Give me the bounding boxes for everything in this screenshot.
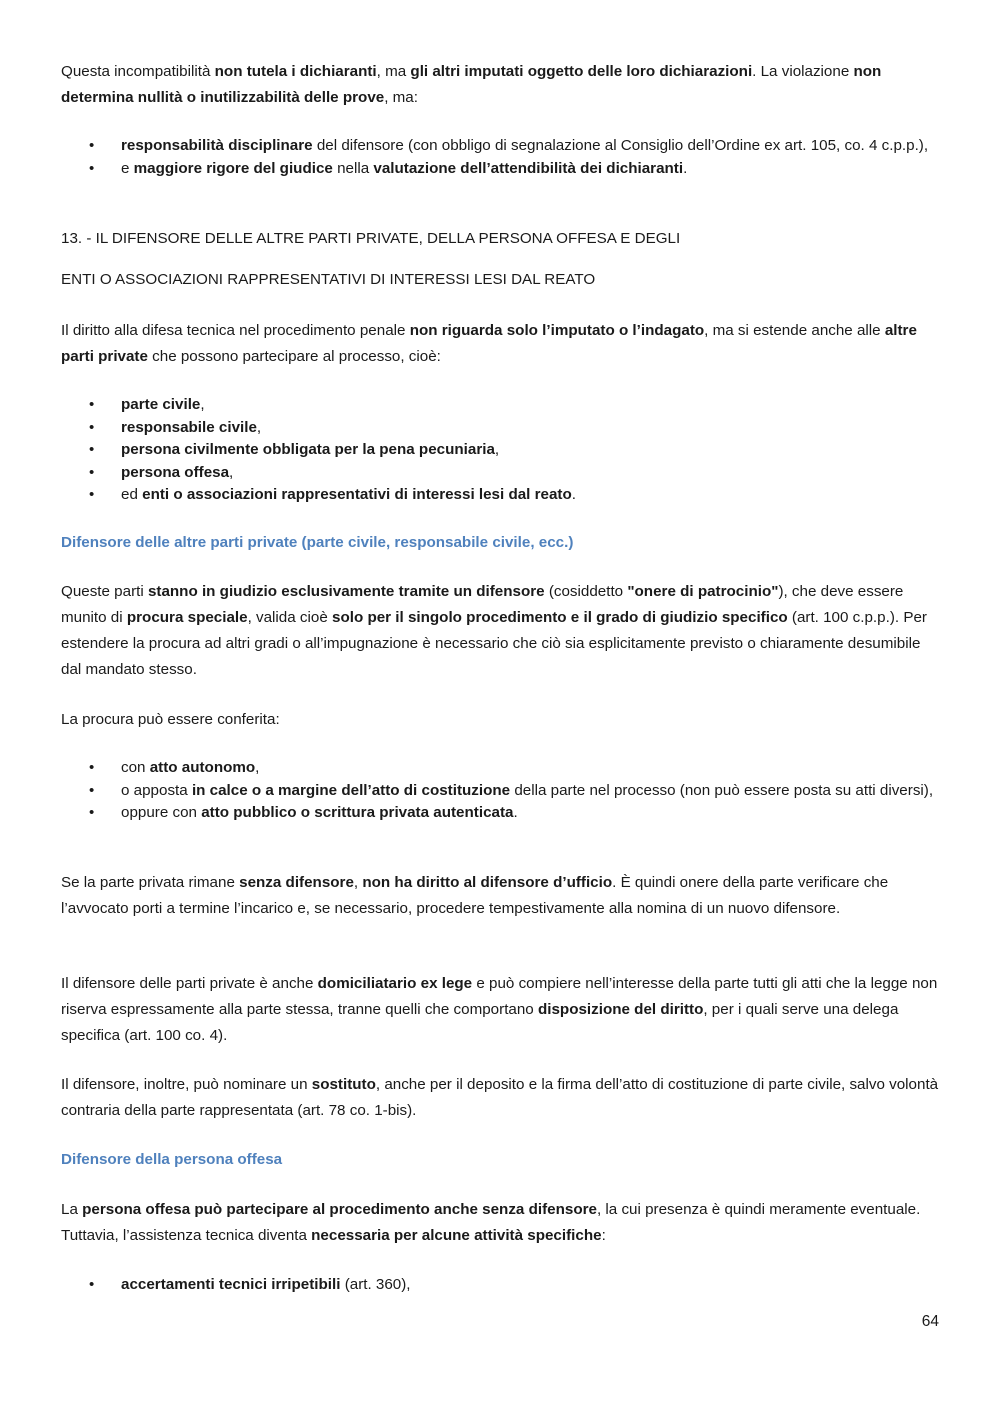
- bold-text: non determina nullità o inutilizzabilità delle prove: [61, 63, 882, 106]
- bold-text: stanno in giudizio esclusivamente tramite un difensore: [147, 583, 545, 600]
- text: Se la parte privata rimane: [61, 874, 240, 891]
- bold-text: accertamenti tecnici irripetibili: [121, 1276, 341, 1293]
- bold-text: persona civilmente obbligata per la pena pecuniaria: [121, 441, 495, 458]
- list-item: [61, 394, 939, 417]
- bold-text: senza difensore: [239, 874, 354, 891]
- list-item: [61, 780, 939, 803]
- list-item: [61, 135, 939, 158]
- text: ), che deve essere munito di: [61, 583, 904, 626]
- paragraph-procura: La procura può essere conferita:: [61, 711, 280, 728]
- paragraph-onere-patrocinio: [61, 579, 939, 683]
- bold-text: altre parti private: [61, 322, 917, 365]
- text: (art. 100 c.p.p.). Per estendere la procura ad altri gradi o all’impugnazione è necessario che ciò sia esplicitamente previsto o chiaramente desumibile dal mandato stesso.: [61, 609, 927, 678]
- text: con: [121, 759, 150, 776]
- bold-text: in calce o a margine dell’atto di costituzione: [191, 781, 511, 799]
- section-heading-line-1: 13. - IL DIFENSORE DELLE ALTRE PARTI PRIVATE, DELLA PERSONA OFFESA E DEGLI: [61, 230, 681, 247]
- text: :: [601, 1227, 606, 1244]
- document-page: [61, 0, 939, 1414]
- subheading-persona-offesa: Difensore della persona offesa: [61, 1151, 283, 1168]
- bullet-list-specific-activities: [61, 1274, 939, 1297]
- text: .: [513, 804, 518, 821]
- bold-text: maggiore rigore del giudice: [133, 159, 333, 177]
- bold-text: responsabilità disciplinare: [121, 137, 313, 154]
- bullet-list-procura-forms: [61, 757, 939, 825]
- bold-text: persona offesa può partecipare al procedimento anche senza difensore: [82, 1201, 597, 1218]
- text: ed: [121, 486, 143, 503]
- text: ,: [494, 441, 500, 458]
- text: . È quindi onere della parte verificare che l’avvocato porti a termine l’incarico e, se necessario, procedere tempestivamente alla nomina di un nuovo difensore.: [61, 874, 889, 917]
- text: . La violazione: [752, 63, 854, 80]
- text: Il difensore delle parti private è anche: [61, 975, 318, 992]
- text: e: [121, 159, 134, 177]
- text: Questa incompatibilità: [61, 63, 215, 80]
- text: , anche per il deposito e la firma dell’atto di costituzione di parte civile, salvo volontà contraria della parte rappresentata (art. 78 co. 1-bis).: [61, 1076, 939, 1119]
- bold-text: non riguarda solo l’imputato o l’indagato: [409, 322, 705, 339]
- list-item: [61, 158, 939, 181]
- text: o apposta: [121, 781, 192, 799]
- text: oppure con: [121, 804, 202, 821]
- paragraph-domiciliatario: [61, 971, 939, 1049]
- section-heading-line-2: ENTI O ASSOCIAZIONI RAPPRESENTATIVI DI INTERESSI LESI DAL REATO: [61, 271, 596, 288]
- bold-text: gli altri imputati oggetto delle loro dichiarazioni: [410, 63, 753, 80]
- text: ,: [255, 759, 260, 776]
- text: , ma: [376, 63, 411, 80]
- list-item: [61, 1274, 939, 1297]
- text: che possono partecipare al processo, cioè:: [147, 348, 441, 365]
- bold-text: "onere di patrocinio": [627, 583, 779, 600]
- text: .: [571, 486, 576, 503]
- text: ,: [229, 463, 234, 481]
- text: .: [683, 159, 688, 177]
- bold-text: valutazione dell’attendibilità dei dichiaranti: [373, 159, 684, 177]
- text: ,: [256, 418, 262, 436]
- bold-text: enti o associazioni rappresentativi di interessi lesi dal reato: [142, 486, 572, 503]
- text: , la cui presenza è quindi meramente eventuale. Tuttavia, l’assistenza tecnica diventa: [61, 1201, 921, 1244]
- text: , per i quali serve una delega specifica (art. 100 co. 4).: [61, 1001, 899, 1044]
- text: (art. 360),: [340, 1276, 411, 1293]
- paragraph-incompatibility: [61, 59, 939, 111]
- list-item: [61, 484, 939, 507]
- page-number: 64: [921, 1313, 939, 1330]
- list-item: [61, 417, 939, 440]
- text: Queste parti: [61, 583, 148, 600]
- text: (cosiddetto: [544, 583, 628, 600]
- bold-text: procura speciale: [126, 609, 248, 626]
- text: Il difensore, inoltre, può nominare un: [61, 1076, 312, 1093]
- text: La: [61, 1201, 83, 1218]
- list-item: [61, 802, 939, 825]
- text: nella: [332, 159, 374, 177]
- text: , ma si estende anche alle: [704, 322, 885, 339]
- paragraph-right-to-defense: [61, 318, 939, 370]
- bullet-list-consequences: [61, 135, 939, 180]
- bold-text: parte civile: [121, 396, 201, 413]
- text: ,: [200, 396, 205, 413]
- subheading-other-private-parties: Difensore delle altre parti private (parte civile, responsabile civile, ecc.): [61, 534, 574, 551]
- text: del difensore (con obbligo di segnalazione al Consiglio dell’Ordine ex art. 105, co. 4 c.p.p.),: [312, 137, 929, 154]
- bold-text: responsabile civile: [121, 418, 257, 436]
- bold-text: non ha diritto al difensore d’ufficio: [362, 874, 613, 891]
- bold-text: atto pubblico o scrittura privata autenticata: [201, 804, 514, 821]
- paragraph-senza-difensore: [61, 870, 939, 922]
- text: ,: [353, 874, 363, 891]
- bold-text: solo per il singolo procedimento e il grado di giudizio specifico: [332, 609, 788, 626]
- list-item: [61, 462, 939, 485]
- paragraph-persona-offesa: [61, 1197, 939, 1249]
- bold-text: disposizione del diritto: [537, 1001, 704, 1018]
- paragraph-sostituto: [61, 1072, 939, 1124]
- bold-text: atto autonomo: [149, 759, 256, 776]
- text: e può compiere nell’interesse della parte tutti gli atti che la legge non riserva espressamente alla parte stessa, tranne quelli che comportano: [61, 975, 938, 1018]
- list-item: [61, 439, 939, 462]
- text: , valida cioè: [247, 609, 332, 626]
- list-item: [61, 757, 939, 780]
- text: della parte nel processo (non può essere posta su atti diversi),: [510, 781, 934, 799]
- bold-text: non tutela i dichiaranti: [214, 63, 377, 80]
- bold-text: sostituto: [311, 1076, 376, 1093]
- text: , ma:: [384, 89, 418, 106]
- bullet-list-private-parties: [61, 394, 939, 507]
- bold-text: necessaria per alcune attività specifiche: [311, 1227, 602, 1244]
- bold-text: persona offesa: [121, 463, 230, 481]
- bold-text: domiciliatario ex lege: [317, 975, 473, 992]
- text: Il diritto alla difesa tecnica nel procedimento penale: [61, 322, 410, 339]
